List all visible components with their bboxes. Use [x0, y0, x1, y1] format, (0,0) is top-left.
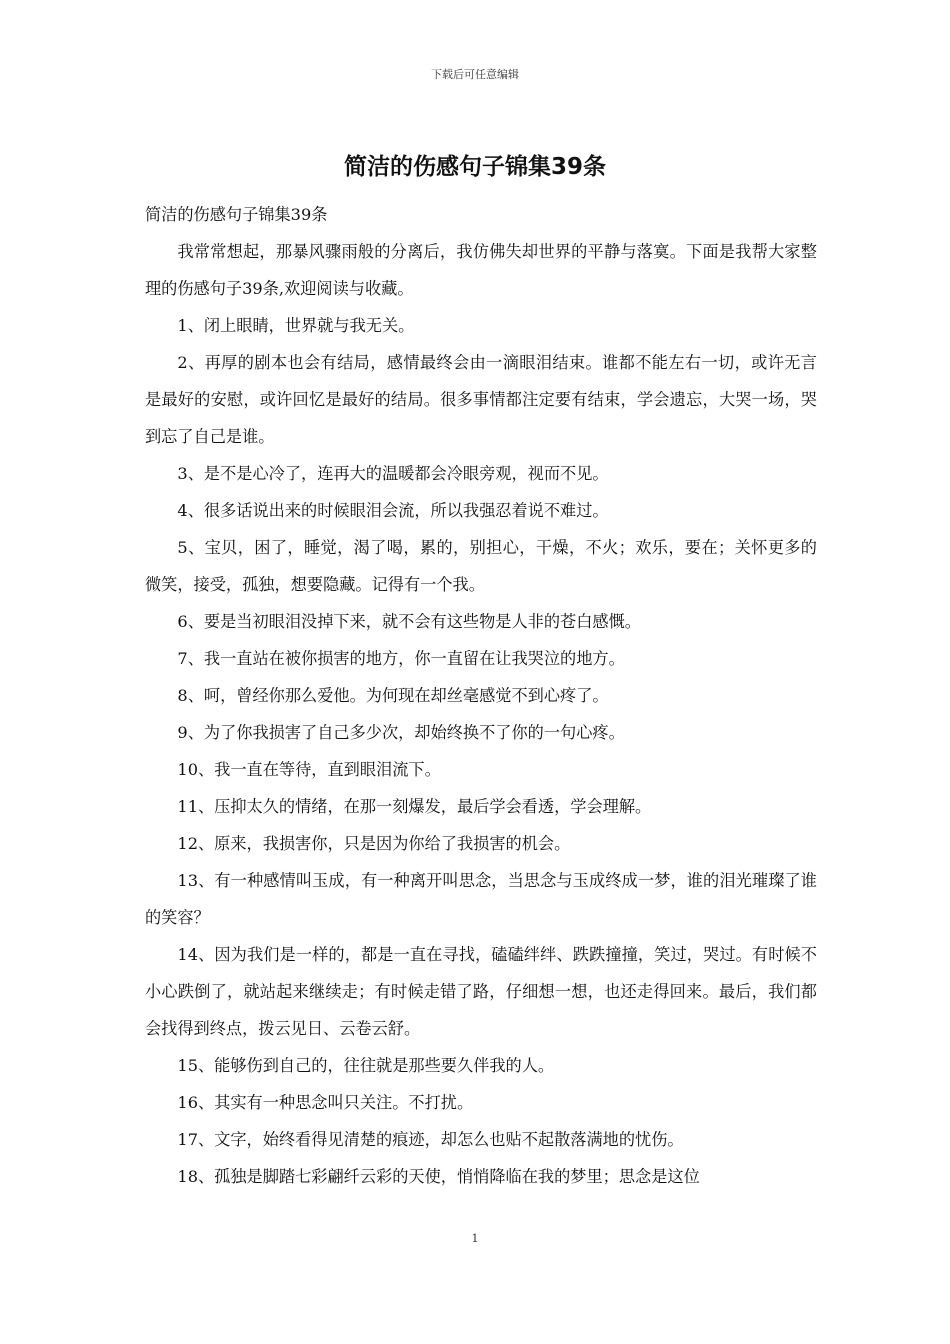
- list-item: 7、我一直站在被你损害的地方，你一直留在让我哭泣的地方。: [177, 649, 625, 668]
- list-item: 4、很多话说出来的时候眼泪会流，所以我强忍着说不难过。: [177, 501, 609, 520]
- list-item: 12、原来，我损害你，只是因为你给了我损害的机会。: [177, 834, 571, 853]
- list-item: 13、有一种感情叫玉成，有一种离开叫思念，当思念与玉成终成一梦，谁的泪光璀璨了谁的笑容？: [145, 871, 817, 927]
- document-body: [145, 196, 817, 1195]
- list-item: 15、能够伤到自己的，往往就是那些要久伴我的人。: [177, 1056, 555, 1075]
- document-subtitle: 简洁的伤感句子锦集39条: [145, 205, 328, 224]
- list-item: 16、其实有一种思念叫只关注。不打扰。: [177, 1093, 474, 1112]
- list-item: 18、孤独是脚踏七彩翩纤云彩的天使，悄悄降临在我的梦里；思念是这位: [177, 1167, 700, 1186]
- list-item: 17、文字，始终看得见清楚的痕迹，却怎么也贴不起散落满地的忧伤。: [177, 1130, 684, 1149]
- list-item: 1、闭上眼睛，世界就与我无关。: [177, 316, 415, 335]
- list-item: 2、再厚的剧本也会有结局，感情最终会由一滴眼泪结束。谁都不能左右一切，或许无言是最好的安慰，或许回忆是最好的结局。很多事情都注定要有结束，学会遗忘，大哭一场，哭到忘了自己是谁。: [145, 353, 817, 446]
- list-item: 3、是不是心冷了，连再大的温暖都会冷眼旁观，视而不见。: [177, 464, 609, 483]
- list-item: 5、宝贝，困了，睡觉，渴了喝，累的，别担心，干燥，不火；欢乐，要在；关怀更多的微笑，接受，孤独，想要隐藏。记得有一个我。: [145, 538, 817, 594]
- list-item: 6、要是当初眼泪没掉下来，就不会有这些物是人非的苍白感慨。: [177, 612, 641, 631]
- list-item: 14、因为我们是一样的，都是一直在寻找，磕磕绊绊、跌跌撞撞，笑过，哭过。有时候不小心跌倒了，就站起来继续走；有时候走错了路，仔细想一想，也还走得回来。最后，我们都会找得到终点，拨云见日、云卷云舒。: [145, 945, 817, 1038]
- list-item: 10、我一直在等待，直到眼泪流下。: [177, 760, 441, 779]
- list-item: 8、呵，曾经你那么爱他。为何现在却丝毫感觉不到心疼了。: [177, 686, 609, 705]
- page-number: 1: [471, 1232, 479, 1245]
- header-note: 下载后可任意编辑: [431, 68, 519, 81]
- list-item: 9、为了你我损害了自己多少次，却始终换不了你的一句心疼。: [177, 723, 625, 742]
- document-title: 简洁的伤感句子锦集39条: [343, 154, 606, 180]
- intro-paragraph: 我常常想起，那暴风骤雨般的分离后，我仿佛失却世界的平静与落寞。下面是我帮大家整理的伤感句子39条,欢迎阅读与收藏。: [145, 242, 817, 298]
- list-item: 11、压抑太久的情绪，在那一刻爆发，最后学会看透，学会理解。: [177, 797, 652, 816]
